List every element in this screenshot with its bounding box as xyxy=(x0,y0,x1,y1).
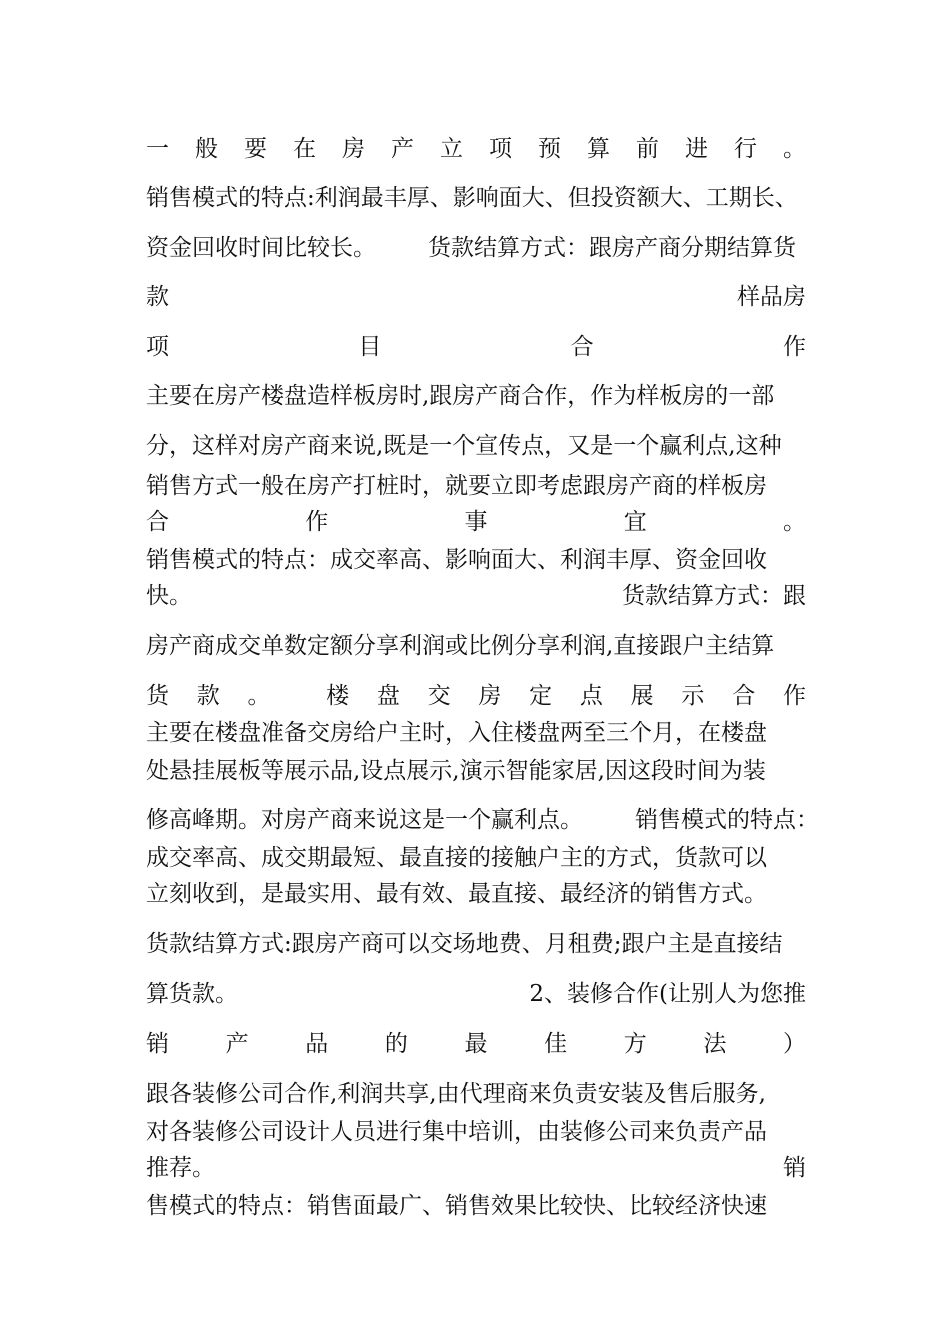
text-line-2: 销售模式的特点:利润最丰厚、影响面大、但投资额大、工期长、 xyxy=(146,185,798,211)
char: 算 xyxy=(587,136,610,162)
text-segment: 货款结算方式：跟 xyxy=(622,583,806,609)
char: 预 xyxy=(538,136,561,162)
char: 法 xyxy=(703,1031,727,1057)
char: 目 xyxy=(358,334,382,360)
char: 宜 xyxy=(623,509,647,535)
text-line-12: 房产商成交单数定额分享利润或比例分享利润,直接跟户主结算 xyxy=(146,633,775,659)
text-line-3 xyxy=(146,232,806,264)
char: 货 xyxy=(146,683,169,709)
text-segment: 算货款。 xyxy=(146,981,238,1007)
char: 交 xyxy=(427,683,451,709)
char: 般 xyxy=(195,136,218,162)
text-segment: 样品房 xyxy=(737,284,806,310)
text-line-22: 跟各装修公司合作,利润共享,由代理商来负责安装及售后服务, xyxy=(146,1081,766,1107)
char: 作 xyxy=(782,334,806,360)
text-line-25: 售模式的特点：销售面最广、销售效果比较快、比较经济快速 xyxy=(146,1193,767,1219)
text-segment: 推荐。 xyxy=(146,1155,215,1181)
char: 要 xyxy=(244,136,267,162)
char: 。 xyxy=(783,136,806,162)
char: 项 xyxy=(489,136,512,162)
char: 在 xyxy=(293,136,316,162)
text-line-21 xyxy=(146,1028,806,1060)
text-segment: 2、装修合作(让别人为您推 xyxy=(529,981,806,1007)
char: 方 xyxy=(623,1031,647,1057)
char: 作 xyxy=(782,683,806,709)
char: 盘 xyxy=(376,683,400,709)
char: 进 xyxy=(685,136,708,162)
char: 合 xyxy=(146,509,169,535)
text-line-1 xyxy=(146,133,806,165)
char: 房 xyxy=(478,683,502,709)
text-segment: 修高峰期。对房产商来说这是一个赢利点。 xyxy=(146,807,583,833)
char: 产 xyxy=(225,1031,249,1057)
text-line-6: 主要在房产楼盘造样板房时,跟房产商合作，作为样板房的一部 xyxy=(146,383,775,409)
char: 定 xyxy=(529,683,553,709)
text-line-17: 成交率高、成交期最短、最直接的接触户主的方式，货款可以 xyxy=(146,845,767,871)
text-line-10: 销售模式的特点：成交率高、影响面大、利润丰厚、资金回收 xyxy=(146,547,767,573)
char: 楼 xyxy=(326,683,350,709)
text-line-19: 货款结算方式:跟房产商可以交场地费、月租费;跟户主是直接结 xyxy=(146,931,783,957)
char: 点 xyxy=(579,683,603,709)
char: 。 xyxy=(247,683,271,709)
char: 合 xyxy=(570,334,594,360)
text-line-20 xyxy=(146,978,806,1010)
char: 事 xyxy=(464,509,488,535)
text-line-5 xyxy=(146,331,806,363)
text-line-14: 主要在楼盘准备交房给户主时，入住楼盘两至三个月，在楼盘 xyxy=(146,720,767,746)
text-line-4 xyxy=(146,281,806,313)
char: 款 xyxy=(196,683,220,709)
text-line-9 xyxy=(146,506,806,538)
char: 作 xyxy=(305,509,329,535)
char: 立 xyxy=(440,136,463,162)
char: 品 xyxy=(305,1031,329,1057)
text-line-8: 销售方式一般在房产打桩时，就要立即考虑跟房产商的样板房 xyxy=(146,473,767,499)
text-segment: 款 xyxy=(146,284,169,310)
char: 产 xyxy=(391,136,414,162)
text-segment: 销售模式的特点： xyxy=(635,807,819,833)
text-line-18: 立刻收到，是最实用、最有效、最直接、最经济的销售方式。 xyxy=(146,881,767,907)
text-line-15: 处悬挂展板等展示品,设点展示,演示智能家居,因这段时间为装 xyxy=(146,758,766,784)
text-line-11 xyxy=(146,580,806,612)
text-segment: 快。 xyxy=(146,583,192,609)
text-segment: 销 xyxy=(783,1155,806,1181)
text-line-7: 分，这样对房产商来说,既是一个宣传点，又是一个赢利点,这种 xyxy=(146,433,782,459)
char: 。 xyxy=(783,509,806,535)
char: 的 xyxy=(384,1031,408,1057)
char: 一 xyxy=(146,136,169,162)
char: 合 xyxy=(732,683,756,709)
text-segment: 货款结算方式：跟房产商分期结算货 xyxy=(428,235,796,261)
char: 项 xyxy=(146,334,169,360)
char: ） xyxy=(783,1031,806,1057)
char: 示 xyxy=(681,683,705,709)
char: 佳 xyxy=(544,1031,568,1057)
char: 销 xyxy=(146,1031,169,1057)
char: 展 xyxy=(630,683,654,709)
text-segment: 资金回收时间比较长。 xyxy=(146,235,376,261)
char: 行 xyxy=(734,136,757,162)
char: 最 xyxy=(464,1031,488,1057)
text-line-24 xyxy=(146,1152,806,1184)
char: 前 xyxy=(636,136,659,162)
text-line-13 xyxy=(146,680,806,712)
char: 房 xyxy=(342,136,365,162)
text-line-16 xyxy=(146,804,819,836)
text-line-23: 对各装修公司设计人员进行集中培训，由装修公司来负责产品 xyxy=(146,1119,767,1145)
